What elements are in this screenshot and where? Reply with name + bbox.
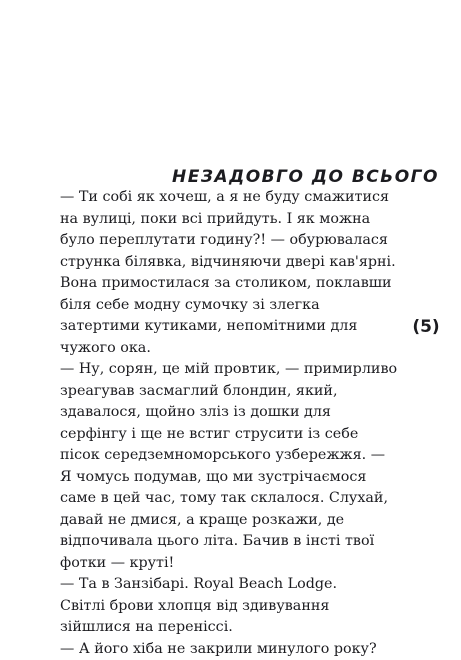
- page-number: (5): [410, 315, 442, 339]
- chapter-title: НЕЗАДОВГО ДО ВСЬОГО: [172, 166, 404, 188]
- paragraph-4: — Та в Занзібарі. Royal Beach Lodge.: [60, 574, 398, 596]
- paragraph-3: — Ну, сорян, це мій провтик, — примирливо зреагував засмаглий блондин, який, здавалося, щойно зліз із дошки для серфінгу і ще не встиг струсити із себе пісок середземноморського узбережжя. — Я чомусь подумав, що ми зустрічаємося саме в цей час, тому так склалося. Слухай, давай не дмися, а краще розкажи, де відпочивала цього літа. Бачив в інсті твої фотки — круті!: [60, 359, 398, 574]
- paragraph-5: Світлі брови хлопця від здивування зійшлися на переніссі.: [60, 596, 398, 639]
- paragraph-2: Вона примостилася за столиком, поклавши біля себе модну сумочку зі злегка затертими кутиками, непомітними для чужого ока.: [60, 273, 398, 359]
- paragraph-1: — Ти собі як хочеш, а я не буду смажитися на вулиці, поки всі прийдуть. І як можна було переплутати годину?! — обурювалася струнка білявка, відчиняючи двері кав'ярні.: [60, 187, 398, 273]
- paragraph-6: — А його хіба не закрили минулого року?: [60, 639, 398, 660]
- body-text: [60, 187, 398, 660]
